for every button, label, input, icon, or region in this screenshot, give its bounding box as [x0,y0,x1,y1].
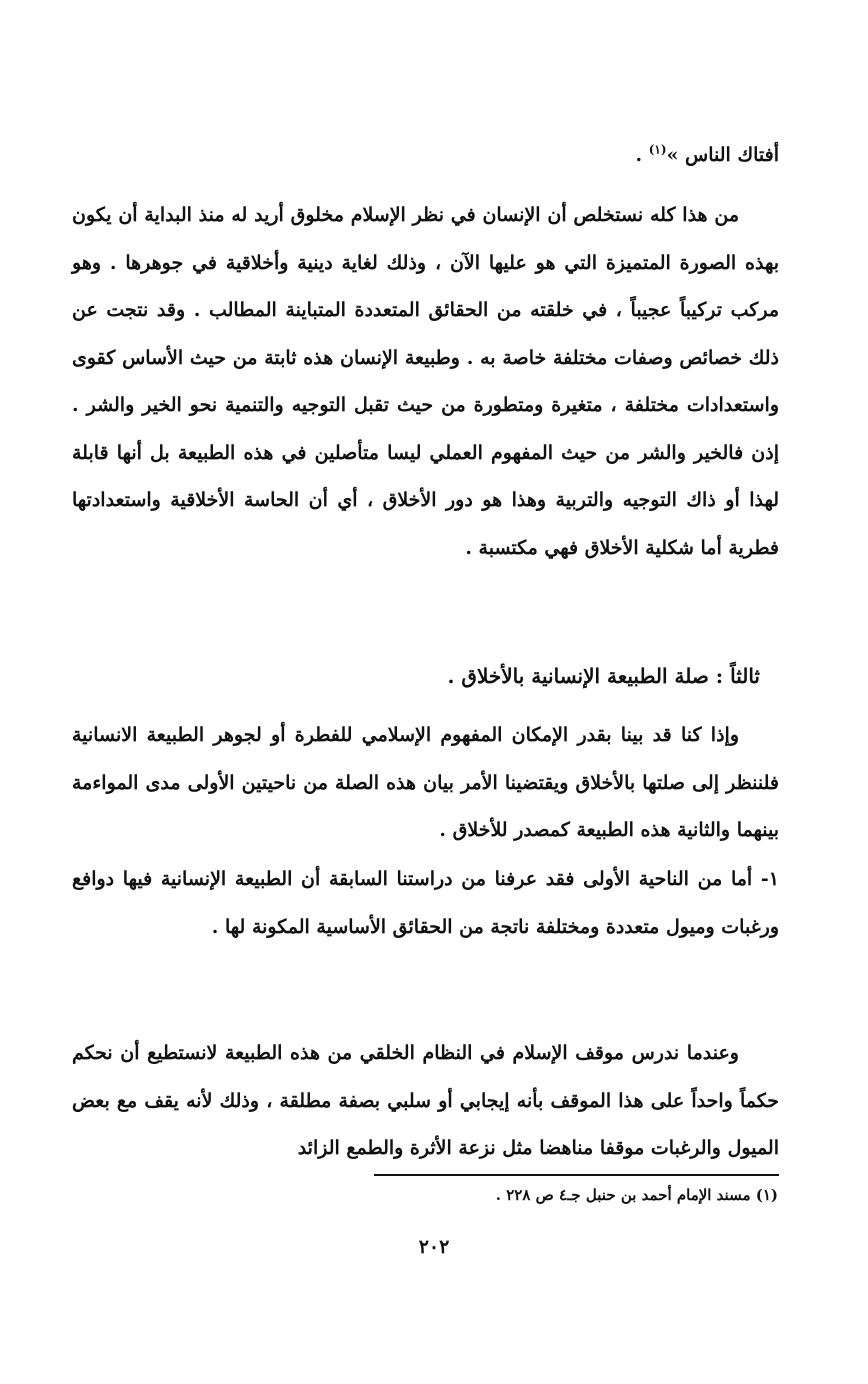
paragraph-islam-position: وعندما ندرس موقف الإسلام في النظام الخلقي من هذه الطبيعة لانستطيع أن نحكم حكماً واحداً على هذا الموقف بأنه إيجابي أو سلبي بصفة مطلقة ، وذلك لأنه يقف مع بعض الميول والرغبات موقفا مناهضا مثل نزعة الأثرة والطمع الزائد [72,1042,779,1159]
section-heading: ثالثاً : صلة الطبيعة الإنسانية بالأخلاق . [447,664,760,688]
footnote: (١) مسند الإمام أحمد بن حنبل جـ٤ ص ٢٢٨ . [495,1186,778,1204]
page-number: ٢٠٢ [418,1236,450,1258]
footnote-divider [374,1174,779,1176]
paragraph-text: أفتاك الناس » [666,144,779,166]
paragraph-intro: وإذا كنا قد بينا بقدر الإمكان المفهوم الإسلامي للفطرة أو لجوهر الطبيعة الانسانية فلننظر إلى صلتها بالأخلاق ويقتضينا الأمر بيان هذه الصلة من ناحيتين الأولى مدى المواءمة بينهما والثانية هذه الطبيعة كمصدر للأخلاق . [72,724,779,841]
paragraph-point-one: ١- أما من الناحية الأولى فقد عرفنا من دراستنا السابقة أن الطبيعة الإنسانية فيها دوافع ورغبات وميول متعددة ومختلفة ناتجة من الحقائق الأساسية المكونة لها . [72,868,779,938]
footnote-ref: (١) [648,142,667,157]
paragraph-end: . [635,144,649,166]
paragraph-human-nature: من هذا كله نستخلص أن الإنسان في نظر الإسلام مخلوق أريد له منذ البداية أن يكون بهذه الصورة المتميزة التي هو عليها الآن ، وذلك لغاية دينية وأخلاقية في جوهرها . وهو مركب تركيباً عجيباً ، في خلقته من الحقائق المتعددة المتباينة المطالب . وقد نتجت عن ذلك خصائص وصفات مختلفة خاصة به . وطبيعة الإنسان هذه ثابتة من حيث الأساس كقوى واستعدادات مختلفة ، متغيرة ومتطورة من حيث تقبل التوجيه والتنمية نحو الخير والشر . إذن فالخير والشر من حيث المفهوم العملي ليسا متأصلين في هذه الطبيعة بل أنها قابلة لهذا أو ذاك التوجيه والتربية وهذا هو دور الأخلاق ، أي أن الحاسة الأخلاقية واستعدادتها فطرية أما شكلية الأخلاق فهي مكتسبة . [72,204,779,559]
paragraph-continuation [72,132,779,180]
